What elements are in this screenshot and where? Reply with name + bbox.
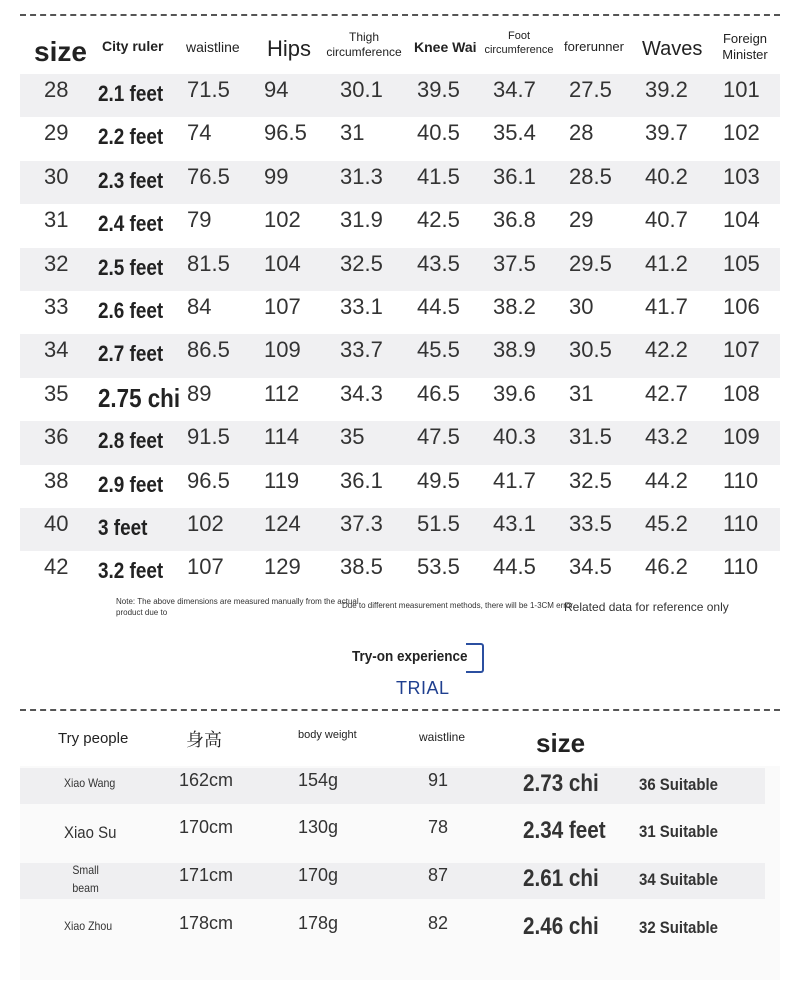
- top-divider: [20, 14, 780, 16]
- cell-knee: 49.5: [417, 467, 460, 493]
- cell-foreign: 101: [723, 77, 760, 102]
- cell-hips: 112: [264, 380, 300, 406]
- size-row: [20, 334, 780, 377]
- cell-foot: 36.1: [493, 163, 536, 189]
- trial-height: 171cm: [179, 865, 234, 885]
- cell-size: 36: [44, 424, 69, 450]
- size-row: [20, 117, 780, 160]
- trial-size: 2.73 chi: [523, 770, 599, 797]
- cell-size: 38: [44, 467, 69, 493]
- cell-foreign: 103: [723, 163, 760, 189]
- cell-knee: 46.5: [417, 380, 460, 406]
- cell-city-ruler: 2.9 feet: [98, 471, 164, 497]
- cell-waves: 45.2: [645, 510, 688, 536]
- cell-thigh: 31.9: [340, 207, 383, 233]
- size-row: [20, 161, 780, 204]
- header-thigh: Thigh circumference: [326, 30, 402, 59]
- cell-foot: 36.8: [493, 207, 536, 233]
- cell-waistline: 107: [187, 554, 224, 580]
- header-size: size: [34, 36, 87, 67]
- cell-thigh: 32.5: [340, 250, 383, 276]
- cell-foreign: 110: [723, 510, 759, 536]
- size-row: [20, 551, 780, 594]
- cell-city-ruler: 2.2 feet: [98, 124, 164, 150]
- size-chart-rows: [20, 74, 780, 595]
- cell-foot: 37.5: [493, 250, 536, 276]
- trial-waist: 82: [428, 913, 449, 933]
- trial-fit: 32 Suitable: [639, 918, 718, 937]
- cell-foreign: 106: [723, 293, 760, 319]
- cell-city-ruler: 2.1 feet: [98, 81, 164, 106]
- tryon-bracket: [466, 643, 484, 673]
- trial-weight: 170g: [298, 865, 339, 885]
- cell-waves: 42.7: [645, 380, 688, 406]
- trial-name: Xiao Wang: [64, 776, 116, 790]
- size-row: [20, 248, 780, 291]
- cell-hips: 99: [264, 163, 289, 189]
- cell-forerunner: 31: [569, 380, 594, 406]
- size-row: [20, 378, 780, 421]
- size-row: [20, 421, 780, 464]
- cell-waistline: 96.5: [187, 467, 230, 493]
- cell-knee: 47.5: [417, 424, 460, 450]
- cell-waistline: 74: [187, 120, 212, 146]
- cell-size: 32: [44, 250, 69, 276]
- measurement-notes: [20, 590, 780, 620]
- cell-knee: 53.5: [417, 554, 460, 580]
- cell-foreign: 105: [723, 250, 760, 276]
- size-row: [20, 74, 780, 117]
- trial-fit: 34 Suitable: [639, 870, 718, 889]
- size-row: [20, 465, 780, 508]
- cell-thigh: 35: [340, 424, 365, 450]
- cell-size: 35: [44, 380, 69, 406]
- cell-forerunner: 27.5: [569, 77, 612, 102]
- cell-thigh: 31.3: [340, 163, 383, 189]
- cell-city-ruler: 2.3 feet: [98, 167, 164, 193]
- trial-waist: 87: [428, 865, 449, 885]
- cell-city-ruler: 3.2 feet: [98, 558, 164, 584]
- cell-knee: 51.5: [417, 510, 460, 536]
- cell-waistline: 102: [187, 510, 224, 536]
- trial-row: [20, 815, 765, 851]
- cell-hips: 114: [264, 424, 300, 450]
- trial-header-height: 身高: [186, 730, 222, 750]
- cell-waistline: 76.5: [187, 163, 230, 189]
- cell-waistline: 84: [187, 293, 212, 319]
- header-foreign: Foreign Minister: [722, 31, 768, 63]
- cell-thigh: 31: [340, 120, 365, 146]
- cell-knee: 44.5: [417, 293, 460, 319]
- cell-forerunner: 30: [569, 293, 594, 319]
- cell-size: 29: [44, 120, 69, 146]
- cell-waistline: 71.5: [187, 77, 230, 102]
- cell-size: 34: [44, 337, 69, 363]
- trial-row: [20, 768, 765, 804]
- trial-label: TRIAL: [396, 678, 450, 698]
- cell-knee: 40.5: [417, 120, 460, 146]
- trial-row: [20, 911, 765, 947]
- size-chart-header: [20, 18, 780, 74]
- cell-size: 42: [44, 554, 69, 580]
- cell-forerunner: 29: [569, 207, 594, 233]
- cell-waves: 44.2: [645, 467, 688, 493]
- cell-waves: 42.2: [645, 337, 688, 363]
- cell-forerunner: 33.5: [569, 510, 612, 536]
- trial-name: Xiao Su: [64, 823, 117, 842]
- cell-forerunner: 30.5: [569, 337, 612, 363]
- trial-height: 170cm: [179, 817, 234, 837]
- cell-hips: 124: [264, 510, 301, 536]
- cell-waistline: 91.5: [187, 424, 230, 450]
- cell-hips: 104: [264, 250, 301, 276]
- note-right: Related data for reference only: [564, 600, 729, 614]
- cell-knee: 39.5: [417, 77, 460, 102]
- cell-hips: 119: [264, 467, 300, 493]
- cell-waistline: 89: [187, 380, 212, 406]
- cell-waves: 46.2: [645, 554, 688, 580]
- trial-size: 2.61 chi: [523, 865, 599, 892]
- cell-forerunner: 31.5: [569, 424, 612, 450]
- cell-city-ruler: 2.7 feet: [98, 341, 164, 367]
- cell-thigh: 38.5: [340, 554, 383, 580]
- cell-thigh: 37.3: [340, 510, 383, 536]
- cell-waistline: 81.5: [187, 250, 230, 276]
- size-row: [20, 508, 780, 551]
- cell-forerunner: 28.5: [569, 163, 612, 189]
- cell-city-ruler: 2.8 feet: [98, 428, 164, 454]
- cell-foreign: 102: [723, 120, 760, 146]
- cell-size: 33: [44, 293, 69, 319]
- cell-city-ruler: 2.75 chi: [98, 382, 181, 413]
- cell-foreign: 104: [723, 207, 760, 233]
- cell-hips: 96.5: [264, 120, 307, 146]
- cell-foreign: 108: [723, 380, 760, 406]
- cell-waves: 40.2: [645, 163, 688, 189]
- trial-size: 2.46 chi: [523, 913, 599, 940]
- cell-waves: 39.7: [645, 120, 688, 146]
- header-waistline: waistline: [186, 39, 240, 55]
- cell-city-ruler: 2.4 feet: [98, 211, 164, 237]
- trial-weight: 130g: [298, 817, 339, 837]
- size-chart: [20, 18, 780, 595]
- size-row: [20, 204, 780, 247]
- cell-hips: 102: [264, 207, 301, 233]
- cell-city-ruler: 3 feet: [98, 514, 148, 540]
- header-forerunner: forerunner: [564, 39, 624, 54]
- header-hips: Hips: [267, 36, 312, 61]
- cell-foot: 38.2: [493, 293, 536, 319]
- cell-thigh: 36.1: [340, 467, 383, 493]
- trial-weight: 154g: [298, 770, 339, 790]
- cell-thigh: 30.1: [340, 77, 383, 102]
- cell-thigh: 33.7: [340, 337, 383, 363]
- trial-fit: 36 Suitable: [639, 775, 718, 794]
- cell-knee: 42.5: [417, 207, 460, 233]
- trial-row: [20, 863, 765, 899]
- cell-foreign: 110: [723, 467, 759, 493]
- tryon-title: Try-on experience: [352, 648, 468, 665]
- cell-thigh: 34.3: [340, 380, 383, 406]
- cell-waves: 40.7: [645, 207, 688, 233]
- trial-header-people: Try people: [58, 730, 129, 747]
- cell-size: 28: [44, 77, 69, 102]
- cell-waves: 41.7: [645, 293, 688, 319]
- cell-hips: 109: [264, 337, 301, 363]
- cell-forerunner: 34.5: [569, 554, 612, 580]
- trial-name: Small beam: [72, 863, 99, 895]
- cell-size: 30: [44, 163, 69, 189]
- trial-size: 2.34 feet: [523, 817, 606, 844]
- trial-weight: 178g: [298, 913, 339, 933]
- trial-height: 162cm: [179, 770, 234, 790]
- cell-size: 31: [44, 207, 69, 233]
- trial-height: 178cm: [179, 913, 234, 933]
- note-middle: Due to different measurement methods, there will be 1-3CM error.: [342, 601, 575, 610]
- cell-hips: 107: [264, 293, 301, 319]
- cell-knee: 45.5: [417, 337, 460, 363]
- cell-foot: 34.7: [493, 77, 536, 102]
- cell-hips: 129: [264, 554, 301, 580]
- cell-foot: 38.9: [493, 337, 536, 363]
- cell-knee: 43.5: [417, 250, 460, 276]
- cell-size: 40: [44, 510, 69, 536]
- trial-fit: 31 Suitable: [639, 822, 718, 841]
- header-waves: Waves: [642, 38, 703, 60]
- cell-city-ruler: 2.5 feet: [98, 254, 164, 280]
- cell-foreign: 110: [723, 554, 759, 580]
- trial-header: [20, 720, 780, 766]
- cell-waistline: 79: [187, 207, 212, 233]
- trial-waist: 91: [428, 770, 449, 790]
- note-left: Note: The above dimensions are measured manually from the actual product due to: [116, 597, 359, 617]
- cell-foot: 43.1: [493, 510, 536, 536]
- cell-forerunner: 29.5: [569, 250, 612, 276]
- trial-name: Xiao Zhou: [64, 919, 113, 933]
- trial-header-waistline: waistline: [419, 730, 466, 744]
- cell-waves: 41.2: [645, 250, 688, 276]
- size-row: [20, 291, 780, 334]
- trial-waist: 78: [428, 817, 449, 837]
- cell-waves: 43.2: [645, 424, 688, 450]
- cell-foot: 39.6: [493, 380, 536, 406]
- cell-foot: 44.5: [493, 554, 536, 580]
- cell-foreign: 107: [723, 337, 760, 363]
- cell-waves: 39.2: [645, 77, 688, 102]
- cell-foot: 35.4: [493, 120, 536, 146]
- trial-header-size: size: [536, 728, 586, 758]
- cell-foot: 41.7: [493, 467, 536, 493]
- cell-foot: 40.3: [493, 424, 536, 450]
- middle-divider: [20, 709, 780, 711]
- cell-knee: 41.5: [417, 163, 460, 189]
- header-foot: Foot circumference: [484, 30, 554, 56]
- cell-thigh: 33.1: [340, 293, 383, 319]
- cell-hips: 94: [264, 77, 289, 102]
- cell-waistline: 86.5: [187, 337, 230, 363]
- header-city-ruler: City ruler: [102, 38, 164, 54]
- trial-header-weight: body weight: [298, 729, 357, 741]
- cell-city-ruler: 2.6 feet: [98, 297, 164, 323]
- header-knee: Knee Wai: [414, 39, 477, 55]
- cell-foreign: 109: [723, 424, 760, 450]
- cell-forerunner: 32.5: [569, 467, 612, 493]
- cell-forerunner: 28: [569, 120, 594, 146]
